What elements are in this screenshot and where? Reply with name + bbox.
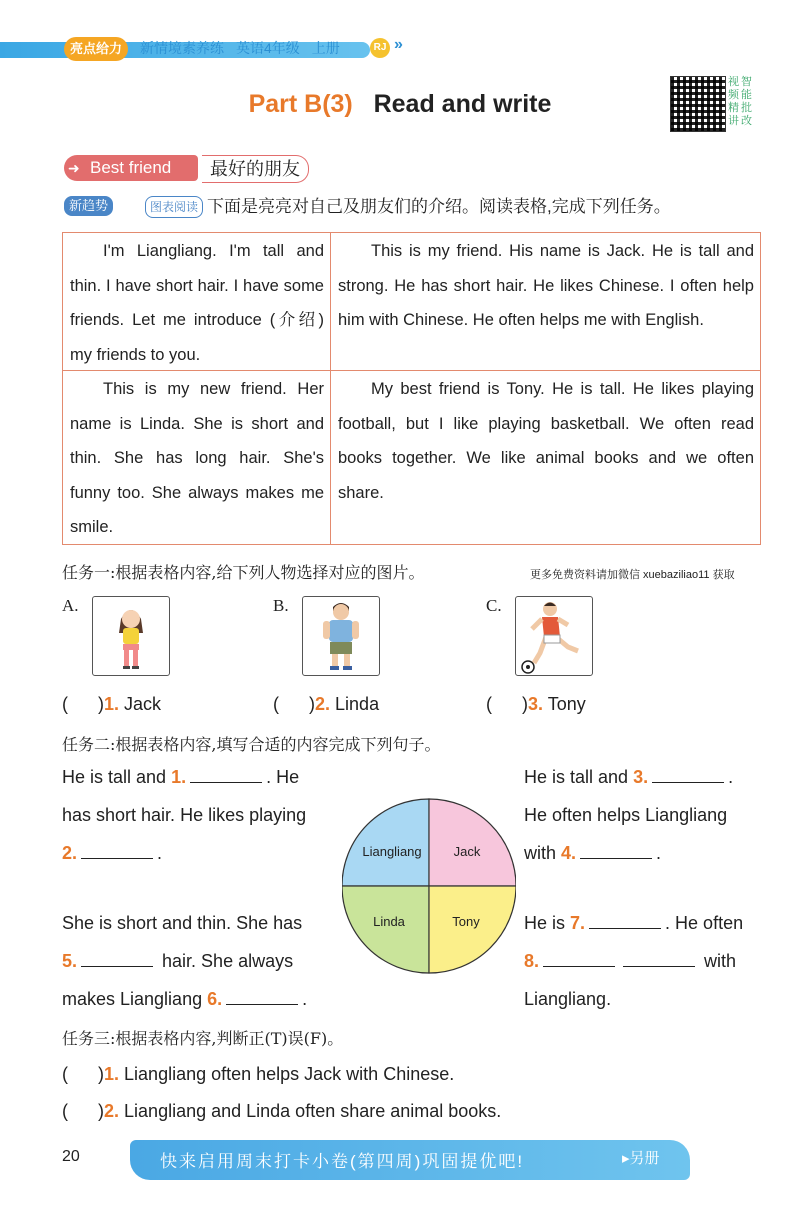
circle-quadrant-jack [429,799,516,886]
part-label: Part B(3) [248,90,353,118]
table-divider-v [330,232,331,544]
cell-liangliang: I'm Liangliang. I'm tall and thin. I have short hair. I have some friends. Let me introduce (介绍) my friends to you. [70,242,324,364]
boy-figure-icon [303,597,379,675]
circle-label-liangliang: Liangliang [362,844,422,859]
girl-figure-icon [93,597,169,675]
blank-3[interactable] [652,768,724,783]
qr-label: 视 频 精 讲智 能 批 改 [728,76,752,127]
task3-q2[interactable]: ( )2. Liangliang and Linda often share animal books. [62,1101,502,1121]
cell-jack: This is my friend. His name is Jack. He is tall and strong. He has short hair. He likes Chinese. I often help him with Chinese. He often helps me with English. [338,242,754,329]
resource-note: 更多免费资料请加微信 xuebaziliao11 获取 [530,569,735,581]
fill-linda-block: She is short and thin. She has 5. hair. She always makes Liangliang 6. . [62,913,308,1009]
section-chinese: 最好的朋友 [202,155,309,183]
volume-name: 上册 [311,40,340,56]
task1-q3[interactable]: ( )3. Tony [486,694,586,714]
circle-label-tony: Tony [452,914,480,929]
option-a-label: A. [62,596,79,615]
friends-circle [342,793,516,979]
circle-quadrant-tony [429,886,516,973]
task2-heading: 任务二:根据表格内容,填写合适的内容完成下列句子。 [62,735,441,754]
circle-label-jack: Jack [453,844,481,859]
series-badge: 亮点给力 [64,37,128,61]
circle-label-linda: Linda [373,914,405,929]
cell-tony: My best friend is Tony. He is tall. He likes playing football, but I like playing basketball. We often read books together. We like animal books and we often share. [338,380,754,502]
option-c-label: C. [486,596,502,615]
blank-7[interactable] [589,914,661,929]
trend-tag: 新趋势 [64,196,113,216]
blank-6[interactable] [226,990,298,1005]
section-english: Best friend [90,158,172,177]
task3-heading: 任务三:根据表格内容,判断正(T)误(F)。 [62,1029,344,1048]
banner-tag: ▸另册 [622,1150,660,1167]
banner-text: 快来启用周末打卡小卷(第四周)巩固提优吧! [160,1152,525,1171]
football-boy-icon [516,597,592,675]
blank-8a[interactable] [543,952,615,967]
chart-reading-tag: 图表阅读 [145,196,203,218]
picture-a[interactable] [92,596,170,676]
subject-name: 英语4年级 [236,40,300,56]
arrow-icon: ➜ [68,160,80,176]
fill-jack-block: He is tall and 1. . He has short hair. He likes playing 2. . [62,767,307,863]
circle-quadrant-liangliang [342,799,429,886]
picture-b[interactable] [302,596,380,676]
instruction: 下面是亮亮对自己及朋友们的介绍。阅读表格,完成下列任务。 [207,197,671,216]
option-b-label: B. [273,596,289,615]
series-name: 新情境素养练 [140,40,224,56]
fill-tony-jack-block: He is tall and 3. . He often helps Liangliang with 4. . [524,767,734,863]
page-number: 20 [62,1148,80,1165]
cell-linda: This is my new friend. Her name is Linda. She is short and thin. She has long hair. She's funny too. She always makes me smile. [70,380,324,536]
task1-q2[interactable]: ( )2. Linda [273,694,380,714]
task3-q1[interactable]: ( )1. Liangliang often helps Jack with Chinese. [62,1064,455,1084]
chevron-right-icon: » [394,36,403,53]
task1-heading: 任务一:根据表格内容,给下列人物选择对应的图片。 [62,563,425,582]
task1-q1[interactable]: ( )1. Jack [62,694,162,714]
blank-8b[interactable] [623,952,695,967]
qr-code-icon[interactable] [670,76,726,132]
circle-quadrant-linda [342,886,429,973]
blank-1[interactable] [190,768,262,783]
blank-5[interactable] [81,952,153,967]
header-text [140,38,352,58]
picture-c[interactable] [515,596,593,676]
blank-4[interactable] [580,844,652,859]
title-text: Read and write [373,90,552,118]
edition-badge: RJ [370,38,390,58]
blank-2[interactable] [81,844,153,859]
fill-tony-block: He is 7. . He often 8. with Liangliang. [524,913,744,1009]
